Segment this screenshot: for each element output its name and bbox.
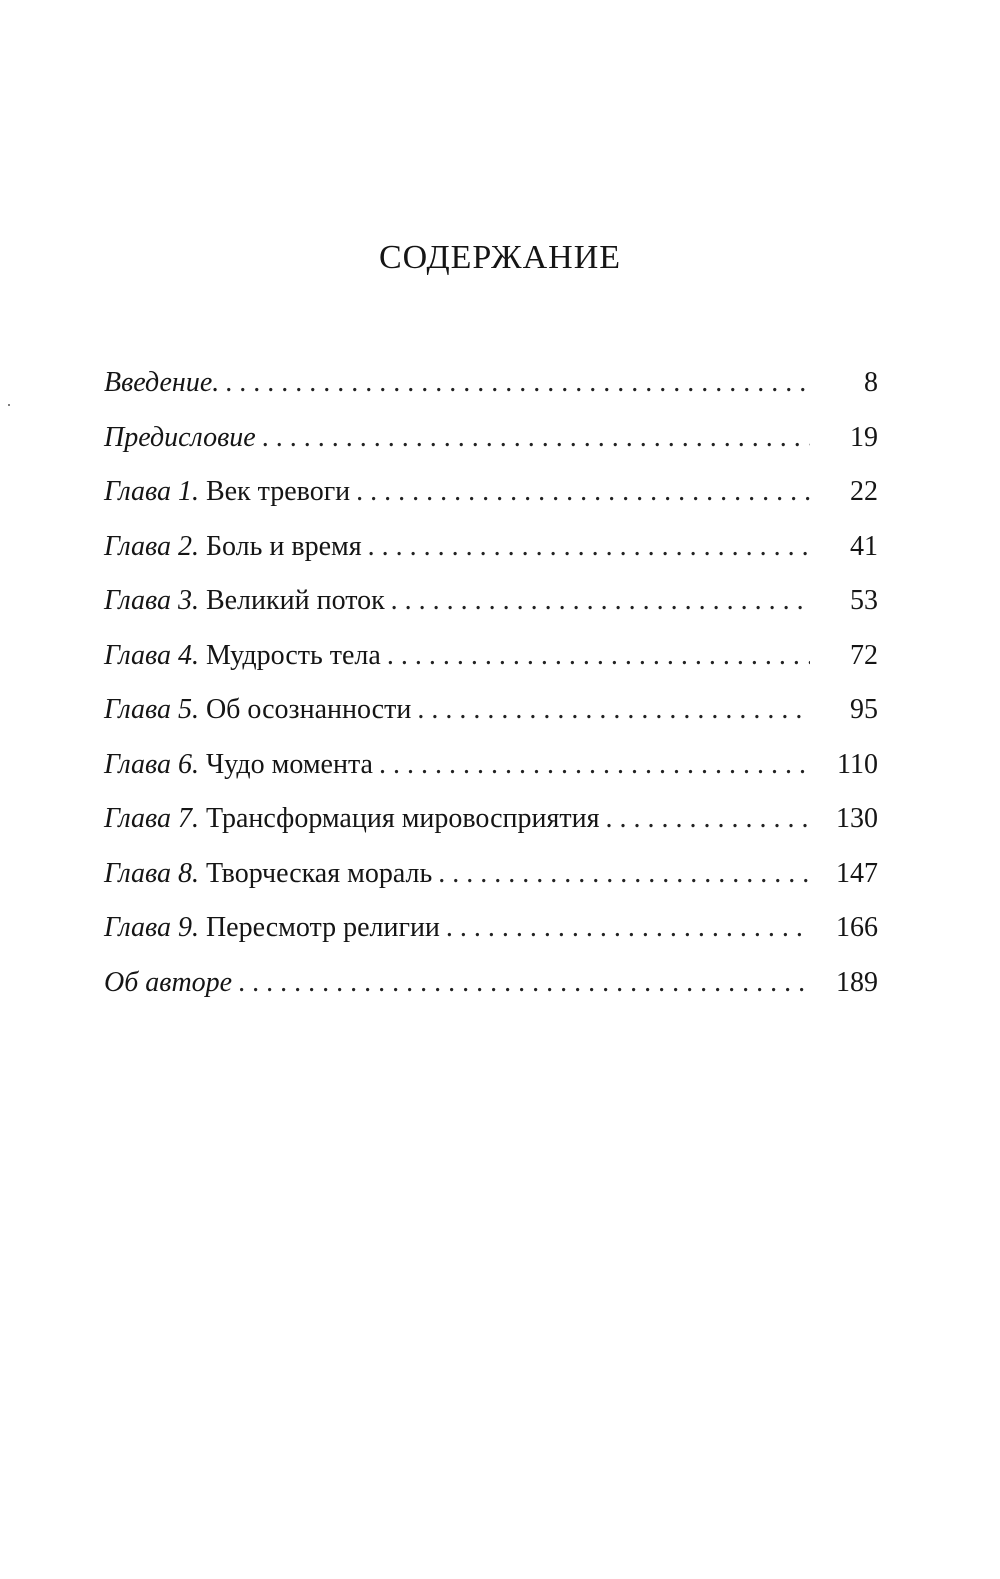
entry-title: Боль и время <box>205 530 362 562</box>
entry-label: Глава 1. <box>104 476 199 507</box>
entry-title: Пересмотр религии <box>205 912 440 943</box>
dot-leader <box>225 356 810 410</box>
toc-entry-chapter-2[interactable] <box>104 520 878 575</box>
toc-entry-chapter-9[interactable] <box>104 901 878 956</box>
page-number: 110 <box>837 748 878 780</box>
entry-text <box>104 629 381 683</box>
page-number: 22 <box>850 476 878 507</box>
dot-leader <box>356 465 810 519</box>
toc-entry-chapter-8[interactable] <box>104 847 878 902</box>
page-number: 130 <box>836 803 878 834</box>
entry-title: Трансформация мировосприятия <box>205 803 600 834</box>
entry-label: Об авторе <box>104 966 233 998</box>
page-number: 41 <box>850 530 878 562</box>
dot-leader <box>438 847 810 901</box>
toc-entry-chapter-5[interactable] <box>104 683 878 738</box>
toc-entry-chapter-1[interactable] <box>104 465 878 520</box>
entry-title: Чудо момента <box>205 748 373 780</box>
entry-title: Великий поток <box>205 585 385 616</box>
page-number: 95 <box>850 694 878 725</box>
entry-label: Глава 8. <box>104 857 199 889</box>
table-of-contents <box>104 356 878 1010</box>
entry-title: Век тревоги <box>205 476 351 507</box>
entry-text <box>104 792 600 846</box>
page-number: 8 <box>864 367 878 398</box>
dot-leader <box>417 683 810 737</box>
entry-text <box>104 683 411 737</box>
entry-text <box>104 956 232 1010</box>
entry-title: Об осознанности <box>205 694 412 725</box>
entry-title: Творческая мораль <box>205 857 433 889</box>
page-number: 166 <box>836 912 878 943</box>
entry-text <box>104 465 350 519</box>
entry-text <box>104 738 373 792</box>
entry-text <box>104 574 385 628</box>
entry-label: Предисловие <box>104 421 256 453</box>
dot-leader <box>262 411 810 465</box>
dot-leader <box>387 629 810 683</box>
page-number: 19 <box>850 421 878 453</box>
toc-entry-chapter-4[interactable] <box>104 629 878 684</box>
entry-text <box>104 411 256 465</box>
dot-leader <box>391 574 810 628</box>
page-number: 72 <box>850 639 878 671</box>
print-speck <box>8 404 10 406</box>
toc-entry-chapter-7[interactable] <box>104 792 878 847</box>
dot-leader <box>238 956 810 1010</box>
entry-label: Глава 5. <box>104 694 199 725</box>
entry-text <box>104 356 219 410</box>
entry-title: Мудрость тела <box>205 639 381 671</box>
page-title: СОДЕРЖАНИЕ <box>378 239 622 276</box>
page-number: 189 <box>836 966 878 998</box>
toc-entry-chapter-6[interactable] <box>104 738 878 793</box>
entry-label: Глава 9. <box>104 912 199 943</box>
entry-text <box>104 901 440 955</box>
entry-text <box>104 847 432 901</box>
entry-label: Глава 4. <box>104 639 199 671</box>
entry-label: Глава 2. <box>104 530 199 562</box>
toc-entry-introduction[interactable] <box>104 356 878 411</box>
entry-label: Глава 3. <box>104 585 199 616</box>
toc-entry-preface[interactable] <box>104 411 878 466</box>
page-number: 53 <box>850 585 878 616</box>
toc-entry-chapter-3[interactable] <box>104 574 878 629</box>
page-number: 147 <box>836 857 878 889</box>
entry-label: Введение. <box>104 367 220 398</box>
entry-text <box>104 520 362 574</box>
dot-leader <box>368 520 810 574</box>
dot-leader <box>446 901 810 955</box>
entry-label: Глава 7. <box>104 803 199 834</box>
toc-entry-about-author[interactable] <box>104 956 878 1011</box>
dot-leader <box>606 792 811 846</box>
dot-leader <box>379 738 810 792</box>
entry-label: Глава 6. <box>104 748 199 780</box>
